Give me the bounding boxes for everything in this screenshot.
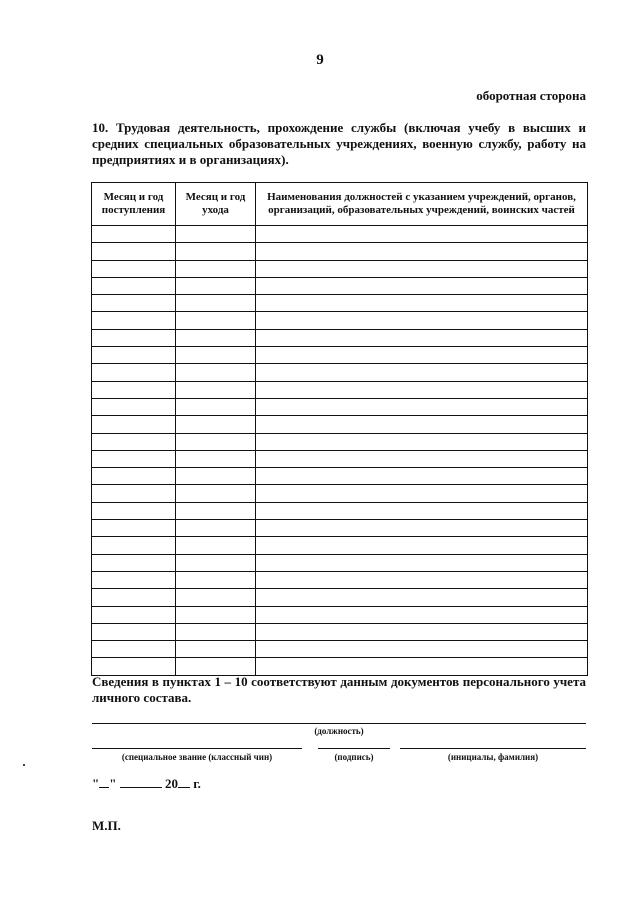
- start-date-cell[interactable]: [92, 381, 176, 398]
- position-cell[interactable]: [256, 468, 588, 485]
- position-cell[interactable]: [256, 554, 588, 571]
- start-date-cell[interactable]: [92, 641, 176, 658]
- position-cell[interactable]: [256, 416, 588, 433]
- end-date-cell[interactable]: [176, 554, 256, 571]
- position-cell[interactable]: [256, 658, 588, 675]
- table-row: [92, 571, 588, 588]
- end-date-cell[interactable]: [176, 520, 256, 537]
- start-date-cell[interactable]: [92, 623, 176, 640]
- start-date-cell[interactable]: [92, 658, 176, 675]
- table-row: [92, 589, 588, 606]
- page-number: 9: [316, 52, 324, 68]
- end-date-cell[interactable]: [176, 623, 256, 640]
- position-cell[interactable]: [256, 641, 588, 658]
- start-date-cell[interactable]: [92, 243, 176, 260]
- end-date-cell[interactable]: [176, 450, 256, 467]
- table-row: [92, 606, 588, 623]
- table-row: [92, 243, 588, 260]
- end-date-cell[interactable]: [176, 658, 256, 675]
- start-date-cell[interactable]: [92, 364, 176, 381]
- month-blank: [120, 787, 162, 788]
- position-cell[interactable]: [256, 226, 588, 243]
- position-cell[interactable]: [256, 398, 588, 415]
- table-row: [92, 277, 588, 294]
- end-date-cell[interactable]: [176, 347, 256, 364]
- end-date-cell[interactable]: [176, 589, 256, 606]
- table-row: [92, 658, 588, 675]
- end-date-cell[interactable]: [176, 571, 256, 588]
- year-prefix: 20: [164, 776, 178, 791]
- start-date-cell[interactable]: [92, 312, 176, 329]
- position-cell[interactable]: [256, 295, 588, 312]
- date-close-quote: ": [109, 776, 117, 791]
- header-position: Наименования должностей с указанием учреждений, органов, организаций, образовательных учреждений, воинских частей: [256, 183, 588, 226]
- position-line: [92, 723, 586, 724]
- section-intro: 10. Трудовая деятельность, прохождение службы (включая учебу в высших и средних специальных образовательных учреждениях, военную службу, работу на предприятиях и в организациях).: [92, 120, 586, 167]
- start-date-cell[interactable]: [92, 433, 176, 450]
- side-label: оборотная сторона: [476, 88, 586, 103]
- date-line: [92, 776, 201, 792]
- end-date-cell[interactable]: [176, 295, 256, 312]
- work-history-table: [91, 182, 588, 676]
- date-suffix: г.: [193, 776, 201, 791]
- position-cell[interactable]: [256, 329, 588, 346]
- position-cell[interactable]: [256, 520, 588, 537]
- position-cell[interactable]: [256, 589, 588, 606]
- position-cell[interactable]: [256, 606, 588, 623]
- table-row: [92, 485, 588, 502]
- end-date-cell[interactable]: [176, 329, 256, 346]
- end-date-cell[interactable]: [176, 226, 256, 243]
- position-cell[interactable]: [256, 502, 588, 519]
- position-cell[interactable]: [256, 312, 588, 329]
- table-row: [92, 554, 588, 571]
- table-row: [92, 312, 588, 329]
- start-date-cell[interactable]: [92, 589, 176, 606]
- end-date-cell[interactable]: [176, 416, 256, 433]
- position-cell[interactable]: [256, 277, 588, 294]
- start-date-cell[interactable]: [92, 277, 176, 294]
- position-cell[interactable]: [256, 623, 588, 640]
- start-date-cell[interactable]: [92, 554, 176, 571]
- stamp-place: М.П.: [92, 818, 121, 833]
- rank-caption: (специальное звание (классный чин): [121, 752, 273, 762]
- end-date-cell[interactable]: [176, 312, 256, 329]
- end-date-cell[interactable]: [176, 277, 256, 294]
- start-date-cell[interactable]: [92, 571, 176, 588]
- end-date-cell[interactable]: [176, 502, 256, 519]
- header-end-date: Месяц и год ухода: [176, 183, 256, 226]
- table-row: [92, 347, 588, 364]
- start-date-cell[interactable]: [92, 295, 176, 312]
- end-date-cell[interactable]: [176, 364, 256, 381]
- start-date-cell[interactable]: [92, 398, 176, 415]
- name-caption: (инициалы, фамилия): [447, 752, 539, 762]
- start-date-cell[interactable]: [92, 416, 176, 433]
- end-date-cell[interactable]: [176, 485, 256, 502]
- day-blank: [99, 787, 109, 788]
- position-cell[interactable]: [256, 260, 588, 277]
- end-date-cell[interactable]: [176, 243, 256, 260]
- start-date-cell[interactable]: [92, 606, 176, 623]
- scan-speck: [23, 764, 25, 766]
- position-cell[interactable]: [256, 347, 588, 364]
- date-open-quote: ": [92, 776, 100, 791]
- position-cell[interactable]: [256, 537, 588, 554]
- table-row: [92, 329, 588, 346]
- year-blank: [178, 787, 190, 788]
- start-date-cell[interactable]: [92, 502, 176, 519]
- position-cell[interactable]: [256, 433, 588, 450]
- table-row: [92, 623, 588, 640]
- end-date-cell[interactable]: [176, 398, 256, 415]
- start-date-cell[interactable]: [92, 329, 176, 346]
- table-row: [92, 641, 588, 658]
- verification-note: Сведения в пунктах 1 – 10 соответствуют данным документов персонального учета личного состава.: [92, 674, 586, 705]
- start-date-cell[interactable]: [92, 468, 176, 485]
- table-row: [92, 381, 588, 398]
- position-cell[interactable]: [256, 364, 588, 381]
- end-date-cell[interactable]: [176, 433, 256, 450]
- table-row: [92, 450, 588, 467]
- header-start-date: Месяц и год поступления: [92, 183, 176, 226]
- position-cell[interactable]: [256, 243, 588, 260]
- signature-caption: (подпись): [334, 752, 374, 762]
- table-row: [92, 364, 588, 381]
- start-date-cell[interactable]: [92, 260, 176, 277]
- position-cell[interactable]: [256, 485, 588, 502]
- table-row: [92, 416, 588, 433]
- table-row: [92, 537, 588, 554]
- end-date-cell[interactable]: [176, 641, 256, 658]
- table-row: [92, 502, 588, 519]
- end-date-cell[interactable]: [176, 537, 256, 554]
- table-body: [92, 226, 588, 676]
- start-date-cell[interactable]: [92, 226, 176, 243]
- position-cell[interactable]: [256, 571, 588, 588]
- table-row: [92, 433, 588, 450]
- name-line: [400, 748, 586, 749]
- table-row: [92, 260, 588, 277]
- table-row: [92, 468, 588, 485]
- rank-line: [92, 748, 302, 749]
- start-date-cell[interactable]: [92, 450, 176, 467]
- table-header-row: [92, 183, 588, 226]
- position-cell[interactable]: [256, 450, 588, 467]
- start-date-cell[interactable]: [92, 347, 176, 364]
- table-row: [92, 295, 588, 312]
- end-date-cell[interactable]: [176, 381, 256, 398]
- end-date-cell[interactable]: [176, 468, 256, 485]
- start-date-cell[interactable]: [92, 520, 176, 537]
- position-cell[interactable]: [256, 381, 588, 398]
- start-date-cell[interactable]: [92, 485, 176, 502]
- table-row: [92, 520, 588, 537]
- table-row: [92, 226, 588, 243]
- end-date-cell[interactable]: [176, 260, 256, 277]
- end-date-cell[interactable]: [176, 606, 256, 623]
- start-date-cell[interactable]: [92, 537, 176, 554]
- position-caption: (должность): [314, 726, 364, 736]
- signature-line: [318, 748, 390, 749]
- table-row: [92, 398, 588, 415]
